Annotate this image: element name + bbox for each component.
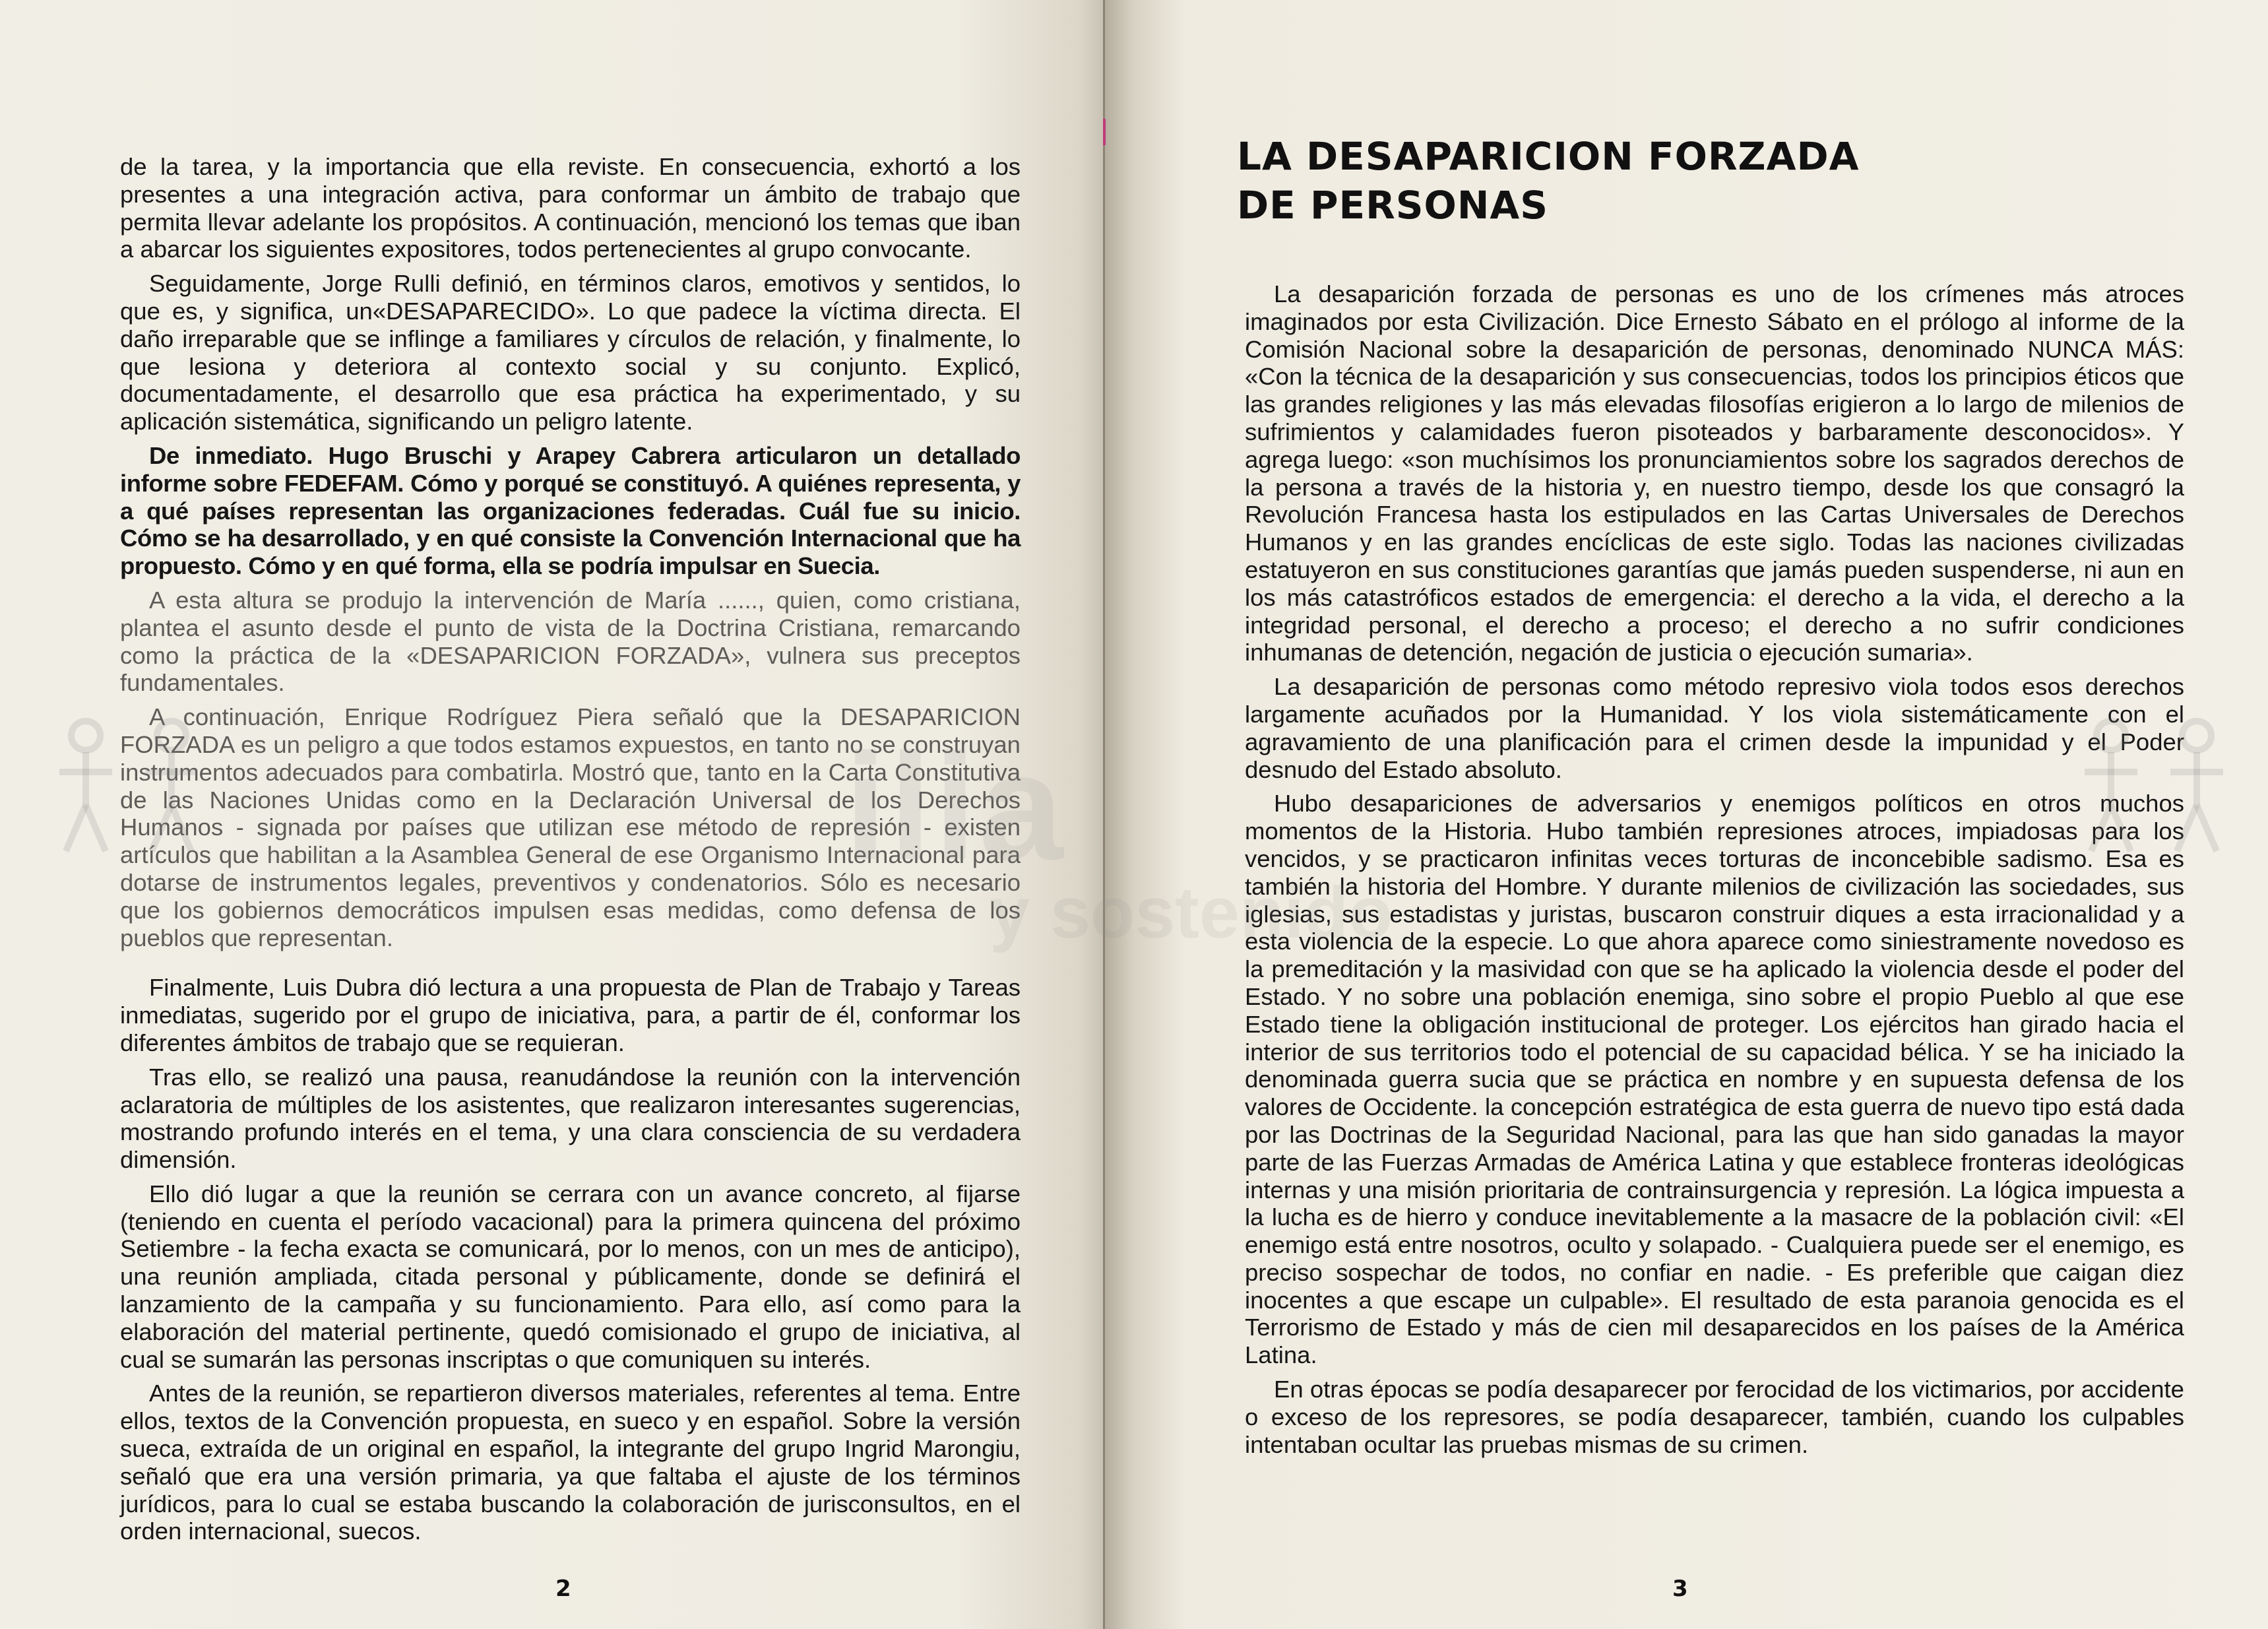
left-page-number: 2 <box>555 1576 571 1602</box>
left-paragraph-7: Tras ello, se realizó una pausa, reanudándose la reunión con la intervención aclaratoria de múltiples de los asistentes, que realizaron interesantes sugerencias, mostrando profundo interés en el tema, y una clara consciencia de su verdadera dimensión. <box>120 1063 1021 1174</box>
left-paragraph-6: Finalmente, Luis Dubra dió lectura a una propuesta de Plan de Trabajo y Tareas inmediatas, sugerido por el grupo de iniciativa, para, a partir de él, conformar los diferentes ámbitos de trabajo que se requieran. <box>120 974 1021 1056</box>
right-paragraph-3: Hubo desapariciones de adversarios y enemigos políticos en otros muchos momentos de la Historia. Hubo también represiones atroces, impiadosas para los vencidos, y se practicaron infinitas veces torturas de inconcebible sadismo. Esa es también la historia del Hombre. Y durante milenios de civilización las sociedades, sus iglesias, sus estadistas y juristas, buscaron construir diques a esta irracionalidad y a esta violencia de la especie. Lo que ahora aparece como siniestramente novedoso es la premeditación y la masividad con que se ha aplicado la violencia desde el poder del Estado. Y no sobre una población enemiga, sino sobre el propio Pueblo al que ese Estado tiene la obligación institucional de proteger. Los ejércitos han girado hacia el interior de sus territorios todo el potencial de su capacidad bélica. Y se ha iniciado la denominada guerra sucia que se práctica en nombre y en supuesta defensa de los valores de Occidente. la concepción estratégica de esta guerra de nuevo tipo está dada por las Doctrinas de la Seguridad Nacional, para las que han sido ganadas la mayor parte de las Fuerzas Armadas de América Latina y que establece fronteras ideológicas internas y una misión prioritaria de contrainsurgencia y represión. La lógica impuesta a la lucha es de hierro y conduce inevitablemente a la masacre de la población civil: «El enemigo está entre nosotros, oculto y solapado. - Cualquiera puede ser el enemigo, es preciso sospechar de todos, no confiar en nadie. - Es preferible que caigan diez inocentes a que escape un culpable». El resultado de esta paranoia genocida es el Terrorismo de Estado y más de cien mil desaparecidos en los países de la América Latina. <box>1245 790 2184 1369</box>
right-paragraph-4: En otras épocas se podía desaparecer por ferocidad de los victimarios, por accidente o exceso de los represores, se podía desaparecer, también, cuando los culpables intentaban ocultar las pruebas mismas de su crimen. <box>1245 1376 2184 1458</box>
left-paragraph-3: De inmediato. Hugo Bruschi y Arapey Cabrera articularon un detallado informe sobre FEDEFAM. Cómo y porqué se constituyó. A quiénes representa, y a qué países representan las organizaciones federadas. Cuál fue su inicio. Cómo se ha desarrollado, y en qué consiste la Convención Internacional que ha propuesto. Cómo y en qué forma, ella se podría impulsar en Suecia. <box>120 441 1021 580</box>
right-paragraph-1: La desaparición forzada de personas es uno de los crímenes más atroces imaginados por esta Civilización. Dice Ernesto Sábato en el prólogo al informe de la Comisión Nacional sobre la desaparición de personas, denominado NUNCA MÁS: «Con la técnica de la desaparición y sus consecuencias, todos los principios éticos que las grandes religiones y las más elevadas filosofías erigieron a lo largo de milenios de sufrimientos y calamidades fueron pisoteados y barbaramente desconocidos». Y agrega luego: «son muchísimos los pronunciamientos sobre los sagrados derechos de la persona a través de la historia y, en nuestro tiempo, desde los que consagró la Revolución Francesa hasta los estipulados en las Cartas Universales de Derechos Humanos y en las grandes encíclicas de este siglo. Todas las naciones civilizadas estatuyeron en sus constituciones garantías que jamás pueden suspenderse, ni aun en los más catastróficos estados de emergencia: el derecho a la vida, el derecho a la integridad personal, el derecho a proceso; el derecho a no sufrir condiciones inhumanas de detención, negación de justicia o ejecución sumaria». <box>1245 280 2184 666</box>
right-paragraph-2: La desaparición de personas como método represivo viola todos esos derechos largamente acuñados por la Humanidad. Y los viola sistemáticamente con el agravamiento de una planificación para el crimen desde la impunidad y el Poder desnudo del Estado absoluto. <box>1245 673 2184 783</box>
right-page-number: 3 <box>1672 1576 1688 1602</box>
article-title-line-2: DE PERSONAS <box>1237 183 1549 228</box>
gutter-ink-mark <box>1103 119 1106 145</box>
left-paragraph-4: A esta altura se produjo la intervención de María ......, quien, como cristiana, plantea el asunto desde el punto de vista de la Doctrina Cristiana, remarcando como la práctica de la «DESAPARICION FORZADA», vulnera sus preceptos fundamentales. <box>120 586 1021 697</box>
left-paragraph-8: Ello dió lugar a que la reunión se cerrara con un avance concreto, al fijarse (teniendo en cuenta el período vacacional) para la primera quincena del próximo Setiembre - la fecha exacta se comunicará, por lo menos, con un mes de anticipo), una reunión ampliada, citada personal y públicamente, donde se definirá el lanzamiento de la campaña y su funcionamiento. Para ello, así como para la elaboración del material pertinente, quedó comisionado el grupo de iniciativa, al cual se sumarán las personas inscriptas o que comuniquen su interés. <box>120 1180 1021 1373</box>
left-paragraph-9: Antes de la reunión, se repartieron diversos materiales, referentes al tema. Entre ellos, textos de la Convención propuesta, en sueco y en español. Sobre la versión sueca, extraída de un original en español, la integrante del grupo Ingrid Marongiu, señaló que era una versión primaria, ya que faltaba el ajuste de los términos jurídicos, para lo cual se estaba buscando la colaboración de jurisconsultos, en el orden internacional, suecos. <box>120 1380 1021 1545</box>
watermark-subtext: y sostenido <box>990 872 1393 953</box>
article-title <box>1237 132 2029 230</box>
article-title-line-1: LA DESAPARICION FORZADA <box>1237 134 1860 179</box>
watermark-text: ilia <box>844 722 1066 891</box>
left-paragraph-1: de la tarea, y la importancia que ella reviste. En consecuencia, exhortó a los presentes a una integración activa, para conformar un ámbito de trabajo que permita llevar adelante los propósitos. A continuación, mencionó los temas que iban a abarcar los siguientes expositores, todos pertenecientes al grupo convocante. <box>120 153 1021 263</box>
left-paragraph-5: A continuación, Enrique Rodríguez Piera señaló que la DESAPARICION FORZADA es un peligro a que todos estamos expuestos, en tanto no se construyan instrumentos adecuados para combatirla. Mostró que, tanto en la Carta Constitutiva de las Naciones Unidas como en la Declaración Universal de los Derechos Humanos - signada por países que utilizan ese método de represión - existen artículos que habilitan a la Asamblea General de ese Organismo Internacional para dotarse de instrumentos legales, preventivos y condenatorios. Sólo es necesario que los gobiernos democráticos impulsen esas medidas, como defensa de los pueblos que representan. <box>120 703 1021 951</box>
left-paragraph-2: Seguidamente, Jorge Rulli definió, en términos claros, emotivos y sentidos, lo que es, y significa, un«DESAPARECIDO». Lo que padece la víctima directa. El daño irreparable que se inflinge a familiares y círculos de relación, y finalmente, lo que lesiona y deteriora al contexto social y su conjunto. Explicó, documentadamente, el desarrollo que esa práctica ha experimentado, y su aplicación sistemática, significando un peligro latente. <box>120 270 1021 435</box>
watermark-people-figures-left <box>46 713 218 858</box>
watermark-people-figures-right <box>2071 713 2243 858</box>
